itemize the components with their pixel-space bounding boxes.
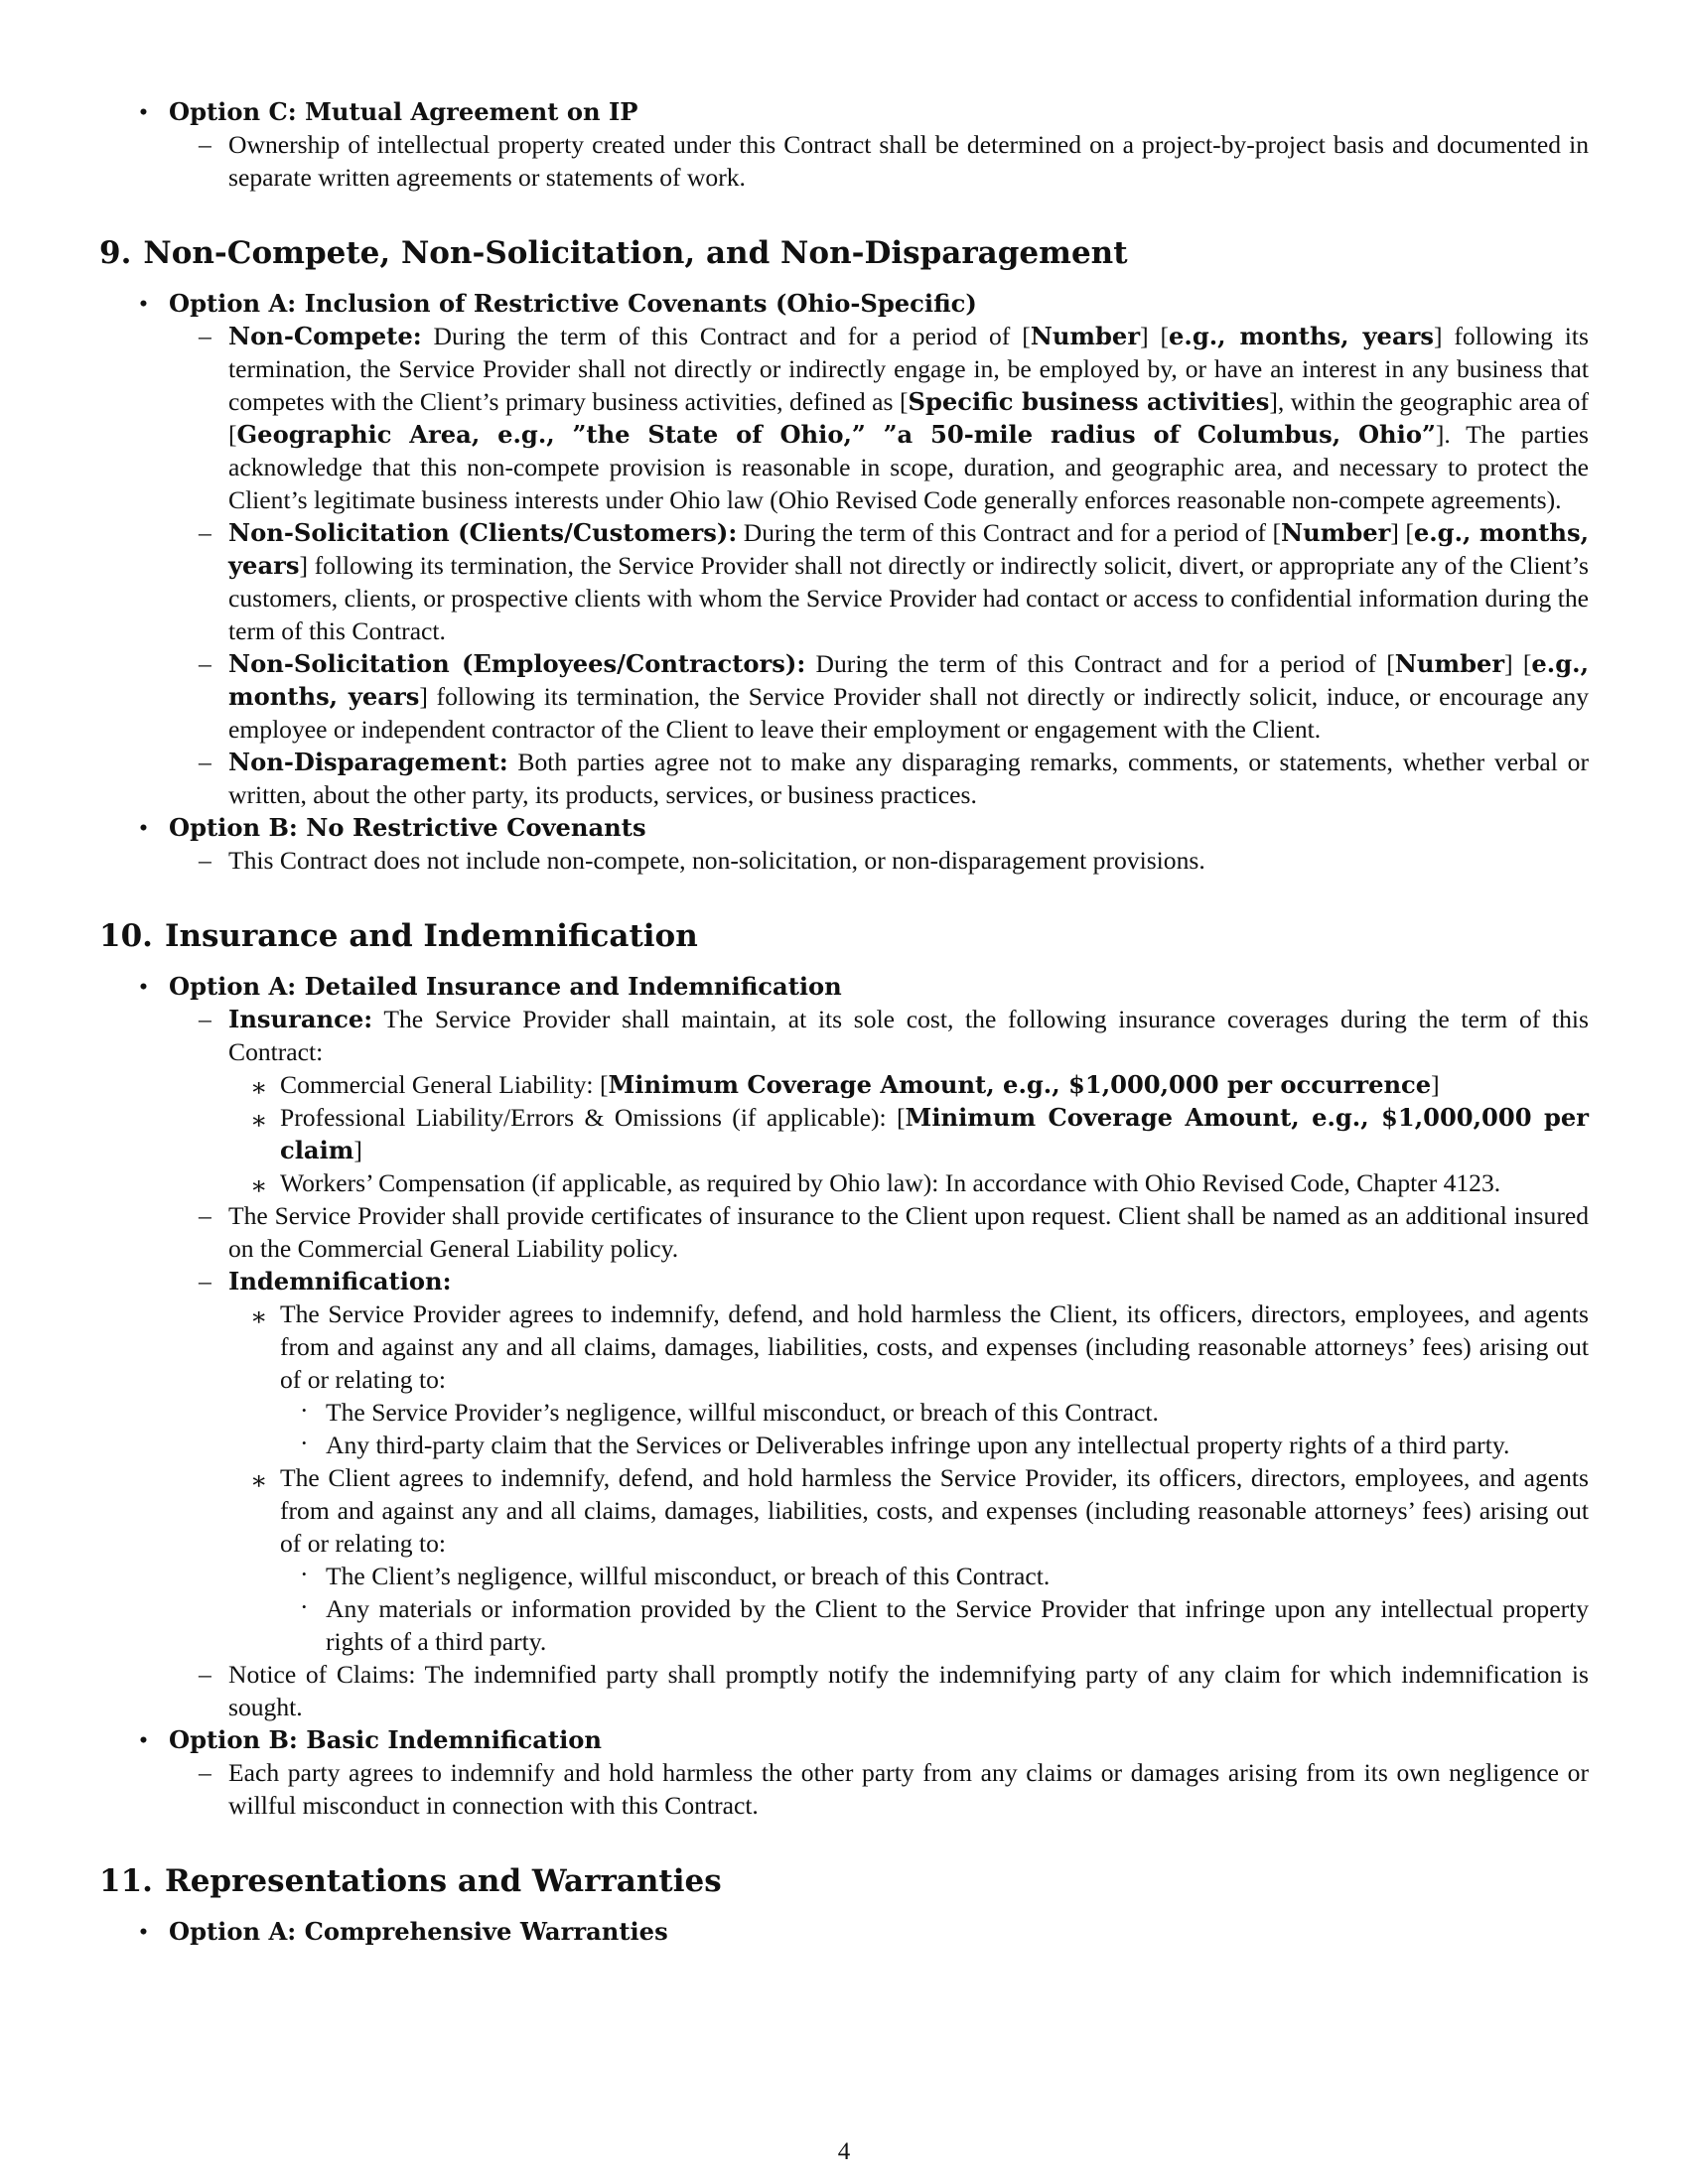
star-marker: ∗ <box>250 1466 268 1495</box>
star-marker: ∗ <box>250 1073 268 1102</box>
clause-text: Workers’ Compensation (if applicable, as required by Ohio law): In accordance with Ohio Revised Code, Chapter 4123. <box>280 1168 1501 1197</box>
list-item <box>99 287 1589 320</box>
section-number: 11. <box>99 1863 153 1899</box>
bullet-marker: • <box>139 813 148 842</box>
paragraph-text: Ownership of intellectual property created under this Contract shall be determined on a project-by-project basis and documented in separate written agreements or statements of work. <box>228 130 1589 192</box>
paragraph-text: This Contract does not include non-compete, non-solicitation, or non-disparagement provisions. <box>228 846 1205 875</box>
section-heading <box>99 916 1589 956</box>
clause-label: Non-Solicitation (Employees/Contractors): <box>228 649 806 678</box>
placeholder-text: Minimum Coverage Amount, e.g., $1,000,000 per occurrence <box>608 1070 1432 1099</box>
bullet-marker: • <box>139 972 148 1001</box>
section-heading <box>99 233 1589 273</box>
section-8-options <box>99 95 1589 194</box>
option-title: Option B: No Restrictive Covenants <box>169 813 646 842</box>
clause-text: Commercial General Liability: [ <box>280 1070 609 1099</box>
list-item <box>99 970 1589 1003</box>
list-item <box>99 746 1589 811</box>
list-item <box>99 1915 1589 1948</box>
clause-text: Professional Liability/Errors & Omissions (if applicable): [ <box>280 1103 906 1132</box>
clause-label: Insurance: <box>228 1005 373 1033</box>
section-title: Non-Compete, Non-Solicitation, and Non-Disparagement <box>143 235 1128 271</box>
option-title: Option A: Inclusion of Restrictive Covenants (Ohio-Specific) <box>169 289 977 318</box>
section-number: 10. <box>99 918 153 954</box>
placeholder-text: Specific business activities <box>908 387 1270 416</box>
list-item <box>99 1560 1589 1592</box>
list-item <box>99 1658 1589 1723</box>
placeholder-text: Minimum Coverage Amount, e.g., $1,000,000 per claim <box>280 1103 1589 1164</box>
option-title: Option C: Mutual Agreement on IP <box>169 97 638 126</box>
option-title: Option A: Comprehensive Warranties <box>169 1917 668 1946</box>
paragraph-text: Notice of Claims: The indemnified party shall promptly notify the indemnifying party of any claim for which indemnification is sought. <box>228 1660 1589 1721</box>
clause-text: Both parties agree not to make any disparaging remarks, comments, or statements, whether verbal or written, about the other party, its products, services, or business practices. <box>228 748 1589 809</box>
bullet-marker: • <box>139 1725 148 1754</box>
list-item <box>99 128 1589 194</box>
list-item <box>99 1166 1589 1199</box>
clause-text: ] following its termination, the Service Provider shall not directly or indirectly solicit, induce, or encourage any employee or independent contractor of the Client to leave their employment or engagement with the Client. <box>228 682 1589 744</box>
dot-marker: · <box>300 1560 309 1588</box>
page-content <box>99 95 1589 1948</box>
dash-marker: – <box>199 322 211 350</box>
clause-label: Indemnification: <box>228 1267 452 1296</box>
list-item <box>99 1003 1589 1068</box>
placeholder-text: e.g., months, years <box>228 518 1589 580</box>
list-item <box>99 811 1589 844</box>
star-marker: ∗ <box>250 1106 268 1135</box>
list-item <box>99 647 1589 746</box>
bullet-marker: • <box>139 1917 148 1946</box>
dash-marker: – <box>199 1758 211 1787</box>
star-marker: ∗ <box>250 1171 268 1200</box>
dash-marker: – <box>199 748 211 776</box>
clause-text: ] following its termination, the Service Provider shall not directly or indirectly solicit, divert, or appropriate any of the Client’s customers, clients, or prospective clients with whom the Service Provider had contact or access to confidential information during the term of this Contract. <box>228 551 1589 645</box>
dot-marker: · <box>300 1592 309 1621</box>
star-marker: ∗ <box>250 1302 268 1331</box>
clause-text: ] [ <box>1140 322 1170 350</box>
dash-marker: – <box>199 649 211 678</box>
section-9-options <box>99 287 1589 877</box>
clause-label: Non-Disparagement: <box>228 748 508 776</box>
list-item <box>99 1396 1589 1429</box>
option-title: Option B: Basic Indemnification <box>169 1725 602 1754</box>
dash-marker: – <box>199 1267 211 1296</box>
list-item <box>99 1429 1589 1461</box>
list-item <box>99 844 1589 877</box>
list-item <box>99 95 1589 128</box>
placeholder-text: Number <box>1394 649 1505 678</box>
clause-label: Non-Solicitation (Clients/Customers): <box>228 518 738 547</box>
list-item <box>99 1297 1589 1396</box>
dot-marker: · <box>300 1429 309 1457</box>
dash-marker: – <box>199 846 211 875</box>
section-11-options <box>99 1915 1589 1948</box>
option-title: Option A: Detailed Insurance and Indemnification <box>169 972 842 1001</box>
clause-text: ] [ <box>1390 518 1414 547</box>
page-number: 4 <box>837 2138 851 2165</box>
paragraph-text: The Service Provider agrees to indemnify, defend, and hold harmless the Client, its officers, directors, employees, and agents from and against any and all claims, damages, liabilities, costs, and expenses (including reasonable attorneys’ fees) arising out of or relating to: <box>280 1299 1589 1394</box>
placeholder-text: e.g., months, years <box>228 649 1589 711</box>
clause-label: Non-Compete: <box>228 322 422 350</box>
paragraph-text: Any materials or information provided by the Client to the Service Provider that infringe upon any intellectual property rights of a third party. <box>326 1594 1589 1656</box>
placeholder-text: Geographic Area, e.g., ”the State of Ohio,” ”a 50-mile radius of Columbus, Ohio” <box>236 420 1436 449</box>
section-title: Representations and Warranties <box>164 1863 722 1899</box>
clause-text: ] <box>1431 1070 1440 1099</box>
clause-text: The Service Provider shall maintain, at its sole cost, the following insurance coverages during the term of this Contract: <box>228 1005 1589 1066</box>
clause-text: During the term of this Contract and for a period of [ <box>737 518 1282 547</box>
section-number: 9. <box>99 235 132 271</box>
bullet-marker: • <box>139 289 148 318</box>
clause-text: ] <box>353 1136 362 1164</box>
list-item <box>99 1723 1589 1756</box>
dash-marker: – <box>199 518 211 547</box>
clause-text: During the term of this Contract and for a period of [ <box>421 322 1031 350</box>
placeholder-text: e.g., months, years <box>1169 322 1434 350</box>
paragraph-text: The Service Provider shall provide certificates of insurance to the Client upon request. Client shall be named as an additional insured on the Commercial General Liability policy. <box>228 1201 1589 1263</box>
paragraph-text: The Service Provider’s negligence, willful misconduct, or breach of this Contract. <box>326 1398 1159 1427</box>
dash-marker: – <box>199 1005 211 1033</box>
paragraph-text: The Client agrees to indemnify, defend, and hold harmless the Service Provider, its officers, directors, employees, and agents from and against any and all claims, damages, liabilities, costs, and expenses (including reasonable attorneys’ fees) arising out of or relating to: <box>280 1463 1589 1558</box>
list-item <box>99 1101 1589 1166</box>
paragraph-text: Each party agrees to indemnify and hold harmless the other party from any claims or damages arising from its own negligence or willful misconduct in connection with this Contract. <box>228 1758 1589 1820</box>
list-item <box>99 1265 1589 1297</box>
placeholder-text: Number <box>1281 518 1391 547</box>
placeholder-text: Number <box>1030 322 1141 350</box>
section-heading <box>99 1861 1589 1901</box>
dot-marker: · <box>300 1396 309 1425</box>
paragraph-text: Any third-party claim that the Services or Deliverables infringe upon any intellectual property rights of a third party. <box>326 1431 1510 1459</box>
list-item <box>99 1592 1589 1658</box>
clause-text: ] [ <box>1504 649 1532 678</box>
list-item <box>99 516 1589 647</box>
clause-text: ], within the geographic area of [ <box>228 387 1589 449</box>
clause-text: During the term of this Contract and for a period of [ <box>805 649 1395 678</box>
section-10-options <box>99 970 1589 1822</box>
list-item <box>99 1068 1589 1101</box>
list-item <box>99 320 1589 516</box>
bullet-marker: • <box>139 97 148 126</box>
dash-marker: – <box>199 1201 211 1230</box>
dash-marker: – <box>199 130 211 159</box>
clause-text: ] following its termination, the Service Provider shall not directly or indirectly engage in, be employed by, or have an interest in any business that competes with the Client’s primary business activities, defined as [ <box>228 322 1589 416</box>
list-item <box>99 1461 1589 1560</box>
section-title: Insurance and Indemnification <box>164 918 698 954</box>
list-item <box>99 1756 1589 1822</box>
paragraph-text: The Client’s negligence, willful misconduct, or breach of this Contract. <box>326 1562 1051 1590</box>
dash-marker: – <box>199 1660 211 1689</box>
clause-text: ]. The parties acknowledge that this non-compete provision is reasonable in scope, duration, and geographic area, and necessary to protect the Client’s legitimate business interests under Ohio law (Ohio Revised Code generally enforces reasonable non-compete agreements). <box>228 420 1589 514</box>
list-item <box>99 1199 1589 1265</box>
